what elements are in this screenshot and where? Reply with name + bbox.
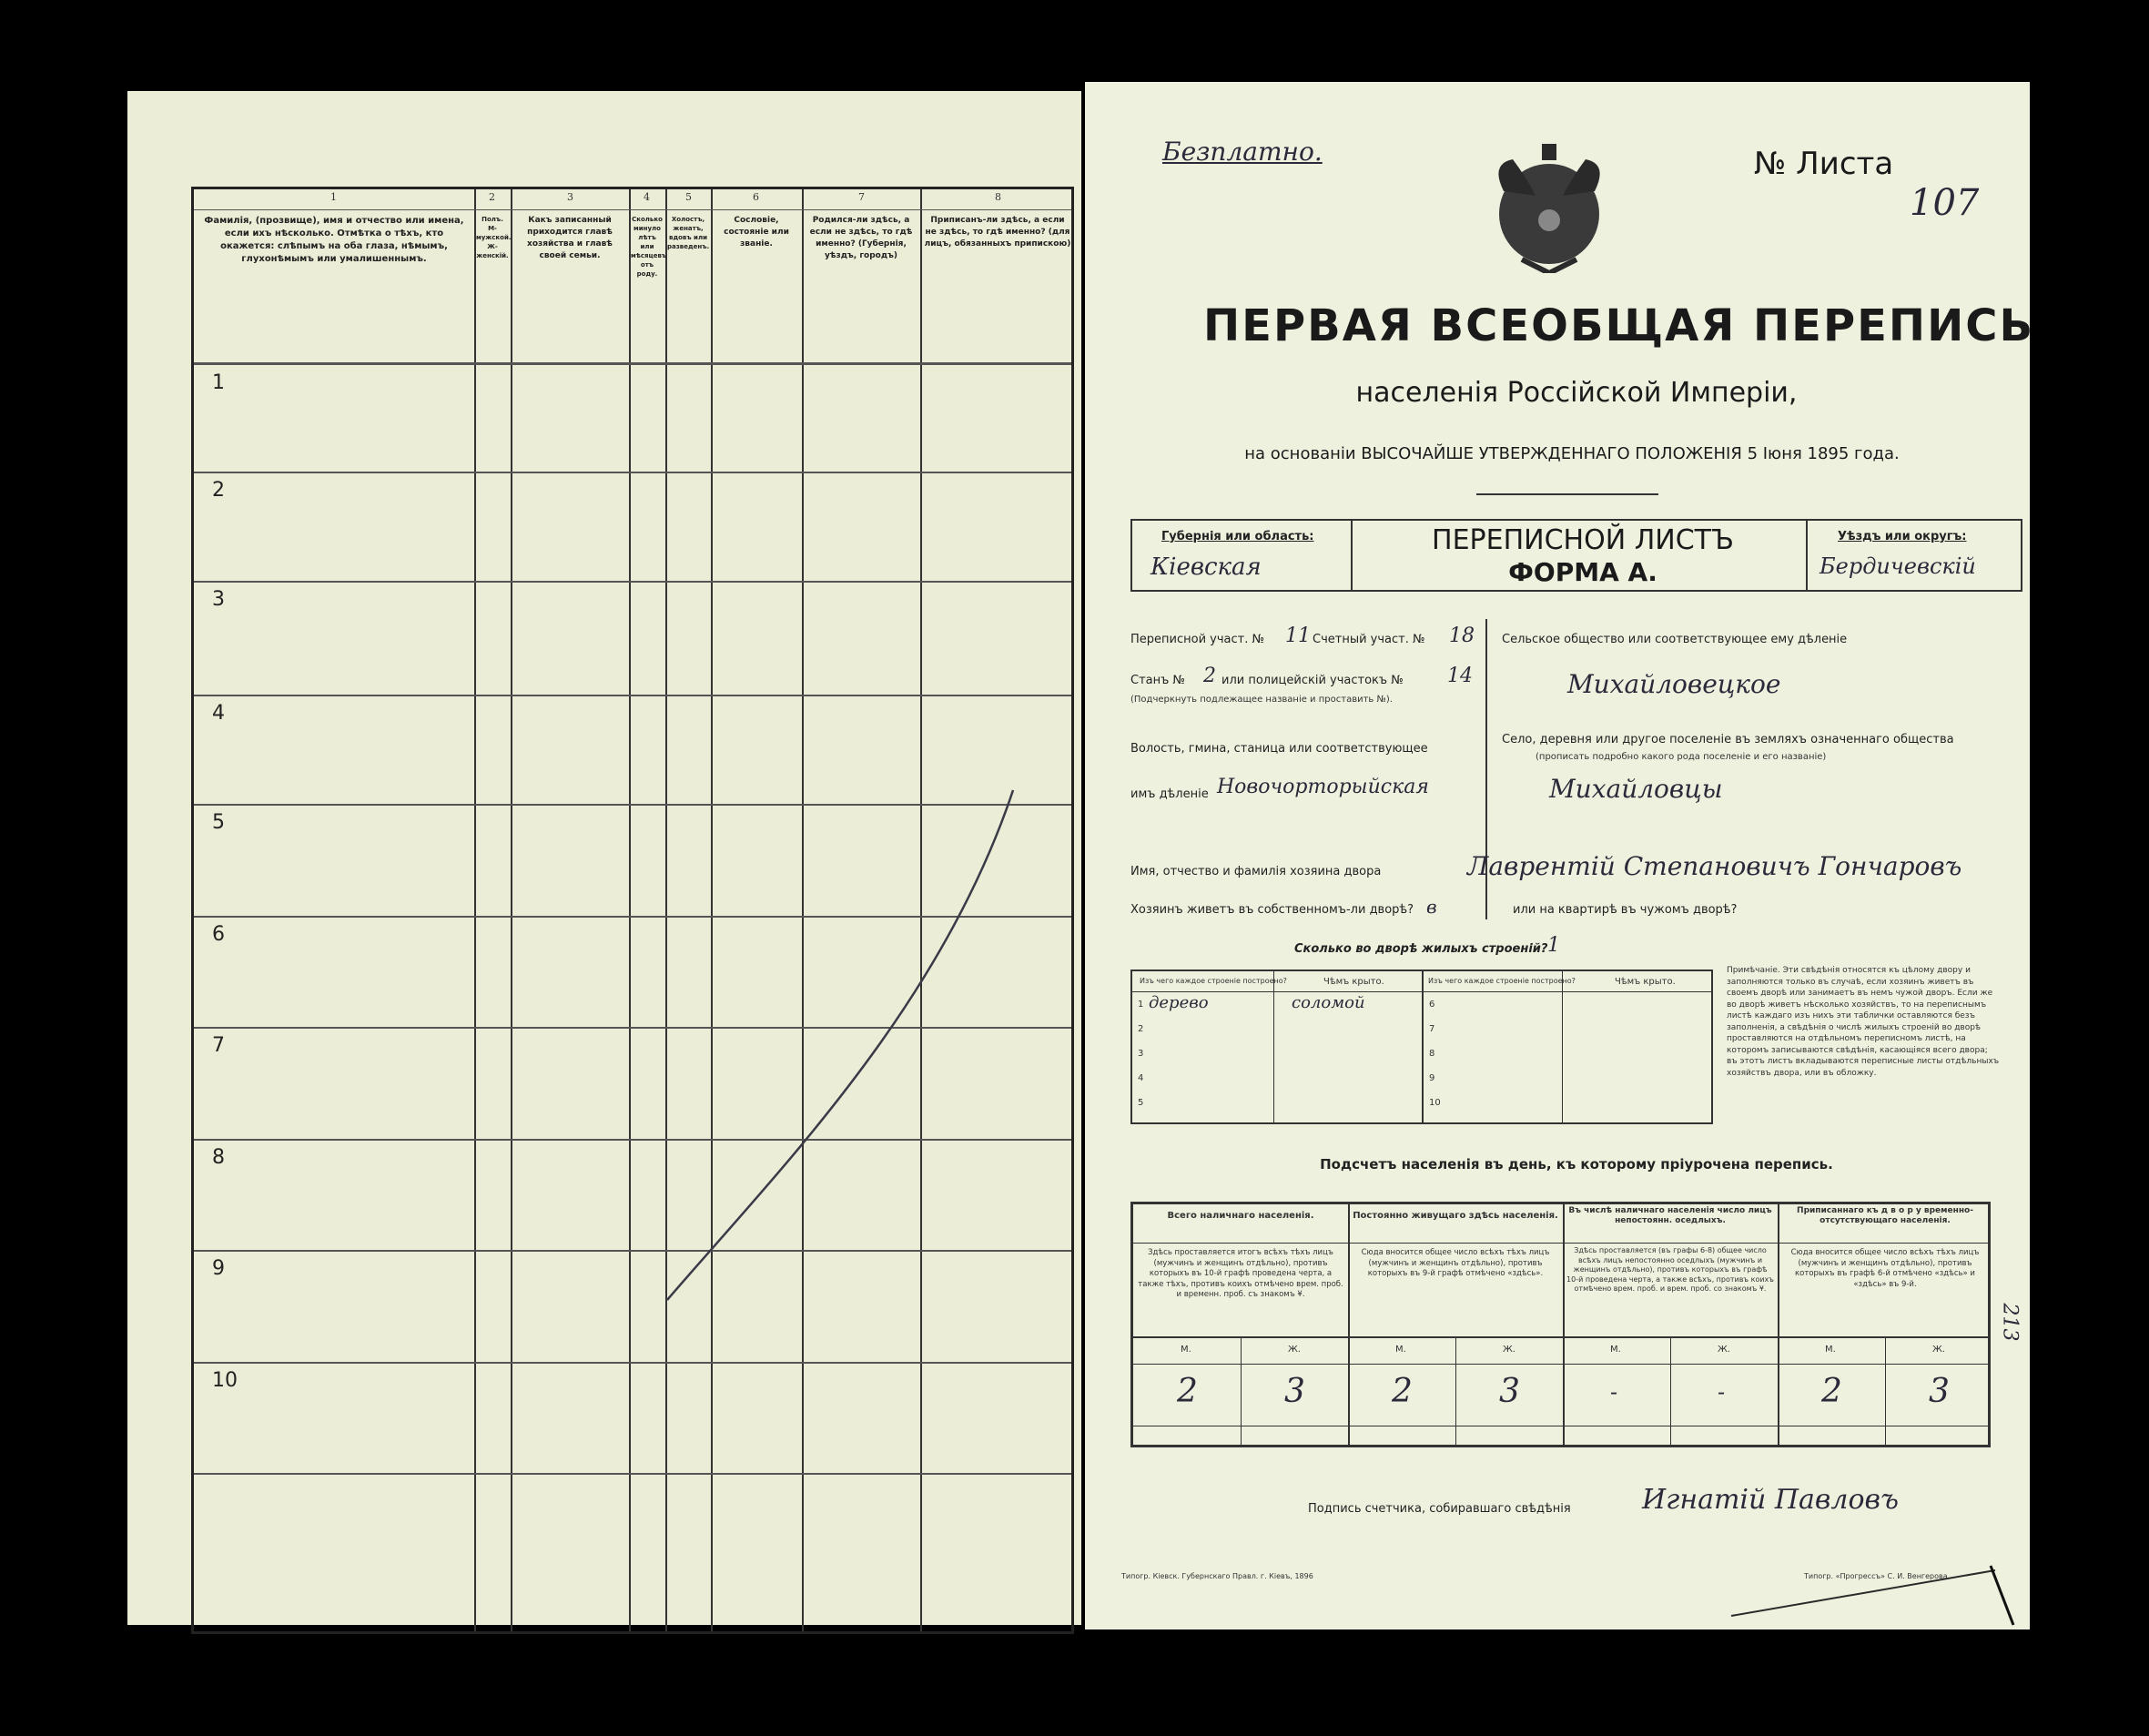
summary-desc-permanent: Сюда вносится общее число всѣхъ тѣхъ лицъ (мужчинъ и женщинъ отдѣльно), противъ которыхъ въ 9-й графѣ отмѣчено «здѣсь». bbox=[1361, 1248, 1550, 1278]
column-header-marital: Холостъ, женатъ, вдовъ или разведенъ. bbox=[667, 216, 710, 250]
owner-label: Имя, отчество и фамилія хозяина двора bbox=[1130, 865, 1382, 878]
bld-row-num: 2 bbox=[1138, 1024, 1144, 1034]
volost-label: Волость, гмина, станица или соответствующее bbox=[1130, 742, 1428, 756]
column-number: 8 bbox=[995, 191, 1001, 203]
bld-row-num: 10 bbox=[1429, 1098, 1441, 1108]
census-area-label: Переписной участ. № bbox=[1130, 633, 1264, 646]
printer-left: Типогр. Кіевск. Губернскаго Правл. г. Кіевъ, 1896 bbox=[1121, 1572, 1313, 1580]
owner-lives-label: Хозяинъ живетъ въ собственномъ-ли дворѣ? bbox=[1130, 903, 1414, 917]
row-number: 1 bbox=[212, 371, 225, 394]
zh-label: Ж. bbox=[1932, 1345, 1945, 1355]
bld-row-num: 8 bbox=[1429, 1049, 1435, 1059]
buildings-label: Сколько во дворѣ жилыхъ строеній? bbox=[1294, 942, 1548, 956]
stan-label: Станъ № bbox=[1130, 674, 1185, 687]
diagonal-pen-stroke bbox=[194, 189, 1077, 1637]
row-number: 3 bbox=[212, 588, 225, 611]
province-value: Кіевская bbox=[1151, 553, 1262, 581]
zh-label: Ж. bbox=[1288, 1345, 1301, 1355]
column-number: 5 bbox=[685, 191, 692, 203]
signature-label: Подпись счетчика, собиравшаго свѣдѣнія bbox=[1308, 1502, 1571, 1516]
column-number: 7 bbox=[858, 191, 865, 203]
count-absent-m: 2 bbox=[1821, 1373, 1842, 1410]
count-transient-zh: - bbox=[1718, 1379, 1726, 1405]
society-label: Сельское общество или соответствующее ему дѣленіе bbox=[1502, 633, 1848, 646]
column-header-relation: Какъ записанный приходится главѣ хозяйства и главѣ своей семьи. bbox=[527, 216, 613, 260]
row-number: 10 bbox=[212, 1369, 238, 1392]
volost-label-2: имъ дѣленіе bbox=[1130, 787, 1209, 801]
bld-row-num: 1 bbox=[1138, 1000, 1144, 1010]
row-number: 4 bbox=[212, 702, 225, 725]
summary-table bbox=[1130, 1202, 1991, 1447]
column-header-name: Фамилія, (прозвище), имя и отчество или имена, если ихъ нѣсколько. Отмѣтка о тѣхъ, кто окажется: слѣпымъ на оба глаза, нѣмымъ, глухонѣмымъ или умалишеннымъ. bbox=[204, 216, 464, 264]
owner-lives-value: в bbox=[1426, 896, 1437, 918]
zh-label: Ж. bbox=[1718, 1345, 1730, 1355]
summary-head-present: Всего наличнаго населенія. bbox=[1167, 1211, 1314, 1221]
buildings-table bbox=[1130, 970, 1713, 1124]
bld-head-roof-2: Чѣмъ крыто. bbox=[1615, 977, 1676, 987]
imperial-eagle-emblem bbox=[1485, 137, 1613, 273]
underline-note: (Подчеркнуть подлежащее названіе и проставить №). bbox=[1130, 695, 1393, 705]
bld-row-num: 4 bbox=[1138, 1073, 1144, 1083]
column-number: 2 bbox=[489, 191, 495, 203]
m-label: М. bbox=[1181, 1345, 1191, 1355]
column-header-sex: Полъ. М-мужской. Ж-женскій. bbox=[476, 216, 512, 259]
bld-row1-roof: соломой bbox=[1292, 993, 1365, 1012]
m-label: М. bbox=[1610, 1345, 1621, 1355]
census-grid bbox=[191, 187, 1074, 1634]
count-present-zh: 3 bbox=[1284, 1373, 1305, 1410]
summary-head-absent: Приписаннаго къ д в о р у временно-отсутствующаго населенія. bbox=[1797, 1206, 1973, 1225]
bld-row-num: 7 bbox=[1429, 1024, 1435, 1034]
count-area-label: Счетный участ. № bbox=[1313, 633, 1425, 646]
column-header-registered: Приписанъ-ли здѣсь, а если не здѣсь, то гдѣ именно? (для лицъ, обязанныхъ припискою) bbox=[924, 216, 1071, 249]
census-area-value: 11 bbox=[1285, 624, 1311, 647]
village-value: Михайловцы bbox=[1549, 774, 1723, 804]
column-number: 1 bbox=[330, 191, 337, 203]
count-transient-m: - bbox=[1610, 1379, 1618, 1405]
row-number: 9 bbox=[212, 1257, 225, 1280]
column-number: 4 bbox=[644, 191, 650, 203]
village-note: (прописать подробно какого рода поселеніе и его названіе) bbox=[1536, 752, 1827, 762]
bld-head-roof: Чѣмъ крыто. bbox=[1323, 977, 1384, 987]
m-label: М. bbox=[1825, 1345, 1836, 1355]
stan-value: 2 bbox=[1203, 665, 1216, 687]
document-subtitle: населенія Россійской Имперіи, bbox=[1355, 377, 1798, 409]
m-label: М. bbox=[1395, 1345, 1406, 1355]
district-value: Бердичевскій bbox=[1820, 553, 1976, 579]
district-label: Уѣздъ или округъ: bbox=[1838, 530, 1967, 543]
or-apartment-label: или на квартирѣ въ чужомъ дворѣ? bbox=[1513, 903, 1738, 917]
row-number: 7 bbox=[212, 1034, 225, 1057]
form-title: ПЕРЕПИСНОЙ ЛИСТЪ bbox=[1432, 524, 1734, 556]
bld-head-material: Изъ чего каждое строеніе построено? bbox=[1140, 977, 1287, 985]
sheet-number-handwritten: 107 bbox=[1910, 182, 1980, 224]
count-area-value: 18 bbox=[1449, 624, 1475, 647]
document-title: ПЕРВАЯ ВСЕОБЩАЯ ПЕРЕПИСЬ bbox=[1203, 300, 2035, 351]
bld-row-num: 5 bbox=[1138, 1098, 1144, 1108]
corner-pen-stroke bbox=[1722, 1529, 2022, 1629]
column-number: 3 bbox=[567, 191, 573, 203]
column-header-birthplace: Родился-ли здѣсь, а если не здѣсь, то гдѣ именно? (Губернія, уѣздъ, городъ) bbox=[809, 216, 913, 260]
summary-desc-present: Здѣсь проставляется итогъ всѣхъ тѣхъ лицъ (мужчинъ и женщинъ отдѣльно), противъ которыхъ въ 10-й графѣ проведена черта, а также тѣхъ, противъ коихъ отмѣчено врем. проб. и временн. проб. съ знакомъ ¥. bbox=[1138, 1248, 1343, 1299]
legal-basis: на основаніи ВЫСОЧАЙШЕ УТВЕРЖДЕННАГО ПОЛОЖЕНІЯ 5 Іюня 1895 года. bbox=[1244, 444, 1900, 463]
summary-title: Подсчетъ населенія въ день, къ которому пріурочена перепись. bbox=[1320, 1156, 1833, 1173]
summary-desc-absent: Сюда вносится общее число всѣхъ тѣхъ лицъ (мужчинъ и женщинъ отдѣльно), противъ которыхъ въ графѣ 6-й отмѣчено «здѣсь» и «здѣсь» въ 9-й. bbox=[1790, 1248, 1980, 1289]
row-number: 8 bbox=[212, 1146, 225, 1169]
count-permanent-m: 2 bbox=[1392, 1373, 1413, 1410]
volost-value: Новочорторыйская bbox=[1217, 776, 1429, 798]
form-subtitle: ФОРМА А. bbox=[1508, 557, 1657, 587]
zh-label: Ж. bbox=[1503, 1345, 1515, 1355]
column-number: 6 bbox=[753, 191, 759, 203]
right-page bbox=[1085, 82, 2035, 1629]
village-label: Село, деревня или другое поселеніе въ земляхъ означеннаго общества bbox=[1502, 733, 1954, 746]
count-permanent-zh: 3 bbox=[1499, 1373, 1520, 1410]
row-number: 2 bbox=[212, 479, 225, 502]
police-label: или полицейскій участокъ № bbox=[1221, 674, 1404, 687]
left-page bbox=[127, 91, 1081, 1625]
free-label: Безплатно. bbox=[1162, 137, 1323, 167]
signature-value: Игнатій Павловъ bbox=[1642, 1484, 1899, 1516]
buildings-note: Примѣчаніе. Эти свѣдѣнія относятся къ цѣлому двору и заполняются только въ случаѣ, если хозяинъ живетъ въ своемъ дворѣ или занимаетъ въ немъ чужой дворъ. Если же во дворѣ живетъ нѣсколько хозяйствъ, то на переписнымъ листѣ каждаго изъ нихъ эти таблички оставляются безъ заполненія, а свѣдѣнія о числѣ жилыхъ строеній во дворѣ проставляются на отдѣльномъ переписномъ листѣ, на которомъ записываются свѣдѣнія, касающіяся всего двора; въ этотъ листъ вкладываются переписные листы отдѣльныхъ хозяйствъ двора, или въ обложку. bbox=[1727, 966, 2000, 1078]
summary-head-permanent: Постоянно живущаго здѣсь населенія. bbox=[1353, 1211, 1558, 1221]
police-value: 14 bbox=[1447, 665, 1473, 687]
owner-value: Лаврентій Степановичъ Гончаровъ bbox=[1467, 851, 1962, 881]
bld-row-num: 3 bbox=[1138, 1049, 1144, 1059]
count-absent-zh: 3 bbox=[1929, 1373, 1950, 1410]
sheet-number-label: № Листа bbox=[1754, 146, 1894, 182]
bld-head-material-2: Изъ чего каждое строеніе построено? bbox=[1428, 977, 1576, 985]
count-present-m: 2 bbox=[1177, 1373, 1198, 1410]
margin-note: 213 bbox=[1998, 1303, 2022, 1342]
bld-row-num: 6 bbox=[1429, 1000, 1435, 1010]
bld-row1-material: дерево bbox=[1149, 993, 1209, 1012]
summary-desc-transient: Здѣсь проставляется (въ графы 6-8) общее число всѣхъ лицъ непостоянно оседлыхъ (мужчинъ и женщинъ отдѣльно), противъ которыхъ въ графѣ 10-й проведена черта, а также всѣхъ, противъ коихъ отмѣчено врем. проб. и врем. проб. со знакомъ ¥. bbox=[1566, 1246, 1774, 1293]
bld-row-num: 9 bbox=[1429, 1073, 1435, 1083]
row-number: 6 bbox=[212, 923, 225, 946]
summary-head-transient: Въ числѣ наличнаго населенія число лицъ непостоянн. оседлыхъ. bbox=[1568, 1206, 1772, 1225]
form-header-box bbox=[1130, 519, 2022, 592]
column-header-estate: Сословіе, состояніе или званіе. bbox=[724, 216, 789, 249]
printer-right: Типогр. «Прогрессъ» С. И. Венгерова bbox=[1804, 1572, 1948, 1580]
row-number: 5 bbox=[212, 811, 225, 834]
column-header-age: Сколько минуло лѣтъ или мѣсяцевъ отъ роду. bbox=[631, 216, 667, 278]
buildings-value: 1 bbox=[1547, 934, 1560, 957]
society-value: Михайловецкое bbox=[1567, 669, 1781, 699]
ornament-line bbox=[1476, 493, 1658, 495]
province-label: Губернія или область: bbox=[1161, 530, 1314, 543]
